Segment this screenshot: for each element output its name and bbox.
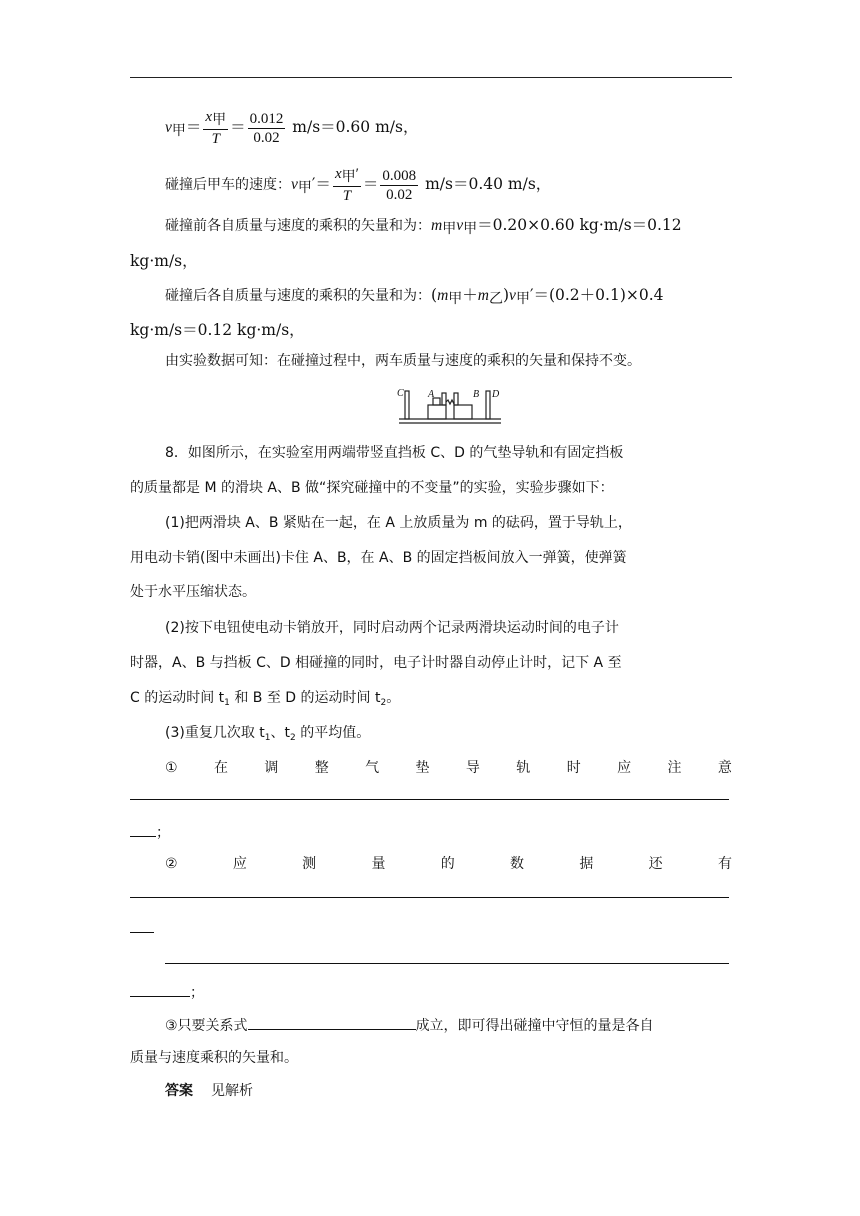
step2-line-2: 时器，A、B 与挡板 C、D 相碰撞的同时，电子计时器自动停止计时，记下 A 至: [130, 655, 622, 671]
formula-line-4: 碰撞后各自质量与速度的乘积的矢量和为：(m甲＋m乙)v甲′＝(0.2＋0.1)×0.4: [165, 286, 664, 307]
step2-line-1: (2)按下电钮使电动卡销放开，同时启动两个记录两滑块运动时间的电子计: [165, 620, 619, 636]
fraction: $\frac{\text{x甲}}{T}$: [205, 109, 227, 147]
answer-blank-3[interactable]: [165, 963, 729, 964]
formula-line-3-cont: kg·m/s，: [130, 252, 198, 270]
q8-line-1: 8．如图所示，在实验室用两端带竖直挡板 C、D 的气垫导轨和有固定挡板: [165, 445, 624, 461]
baffle-c: [405, 391, 409, 419]
label-b: B: [473, 389, 480, 400]
fraction: $\frac{\text{x甲′}}{T}$: [334, 166, 359, 204]
step2-line-3: C 的运动时间 $t_1$ 和 B 至 D 的运动时间 $t_2$。: [130, 690, 401, 708]
step1-line-2: 用电动卡销(图中未画出)卡住 A、B，在 A、B 的固定挡板间放入一弹簧，使弹簧: [130, 550, 627, 566]
slider-b: [454, 405, 472, 419]
subq3-line: ③只要关系式 成立，即可得出碰撞中守恒的量是各自: [165, 1013, 732, 1037]
answer-blank-1[interactable]: [130, 799, 729, 800]
header-rule: [130, 77, 732, 78]
step1-line-3: 处于水平压缩状态。: [130, 584, 256, 600]
q8-line-2: 的质量都是 M 的滑块 A、B 做“探究碰撞中的不变量”的实验，实验步骤如下：: [130, 480, 614, 496]
answer-line: [165, 1080, 732, 1102]
step1-line-1: (1)把两滑块 A、B 紧贴在一起，在 A 上放质量为 m 的砝码，置于导轨上，: [165, 515, 632, 531]
air-track-figure: [395, 383, 505, 429]
spring: [446, 400, 454, 404]
answer-label: 答案: [165, 1083, 193, 1099]
answer-blank-2-tail[interactable]: [130, 932, 154, 933]
subq1-line: ① 在 调 整 气 垫 导 轨 时 应 注 意: [165, 760, 732, 776]
stopper-b: [454, 393, 458, 405]
subq2-line: ② 应 测 量 的 数 据 还 有: [165, 856, 732, 872]
subq3-line-2: 质量与速度乘积的矢量和。: [130, 1050, 298, 1066]
baffle-d: [486, 391, 490, 419]
fraction: $\frac{0.012}{0.02}$: [249, 110, 284, 146]
relation-blank[interactable]: [248, 1013, 416, 1030]
label-a: A: [428, 389, 435, 400]
formula-line-1: v甲＝ $\frac{\text{x甲}}{T}$ ＝ $\frac{0.012}{0.02}$ m/s＝0.60 m/s，: [165, 109, 419, 147]
answer-blank-2[interactable]: [130, 897, 729, 898]
label-c: C: [397, 388, 404, 399]
label-d: D: [492, 389, 500, 400]
slider-a: [428, 405, 446, 419]
answer-blank-3-tail[interactable]: [130, 980, 190, 997]
answer-text: 见解析: [211, 1083, 253, 1099]
answer-blank-1-end: ；: [130, 820, 732, 844]
formula-line-2: 碰撞后甲车的速度：v甲′＝ $\frac{\text{x甲′}}{T}$ ＝ $\frac{0.008}{0.02}$ m/s＝0.40 m/s，: [165, 166, 552, 204]
step3-line: (3)重复几次取 $t_1$、$t_2$ 的平均值。: [165, 725, 371, 743]
stopper-a: [442, 393, 446, 405]
answer-blank-1-tail[interactable]: [130, 820, 156, 837]
answer-blank-3-end: ；: [130, 980, 732, 1004]
formula-line-4-cont: kg·m/s＝0.12 kg·m/s，: [130, 321, 305, 339]
fraction: $\frac{0.008}{0.02}$: [382, 167, 417, 203]
formula-line-3: 碰撞前各自质量与速度的乘积的矢量和为：m甲v甲＝0.20×0.60 kg·m/s＝0.12: [165, 216, 682, 237]
conclusion-line: 由实验数据可知：在碰撞过程中，两车质量与速度的乘积的矢量和保持不变。: [165, 353, 641, 369]
